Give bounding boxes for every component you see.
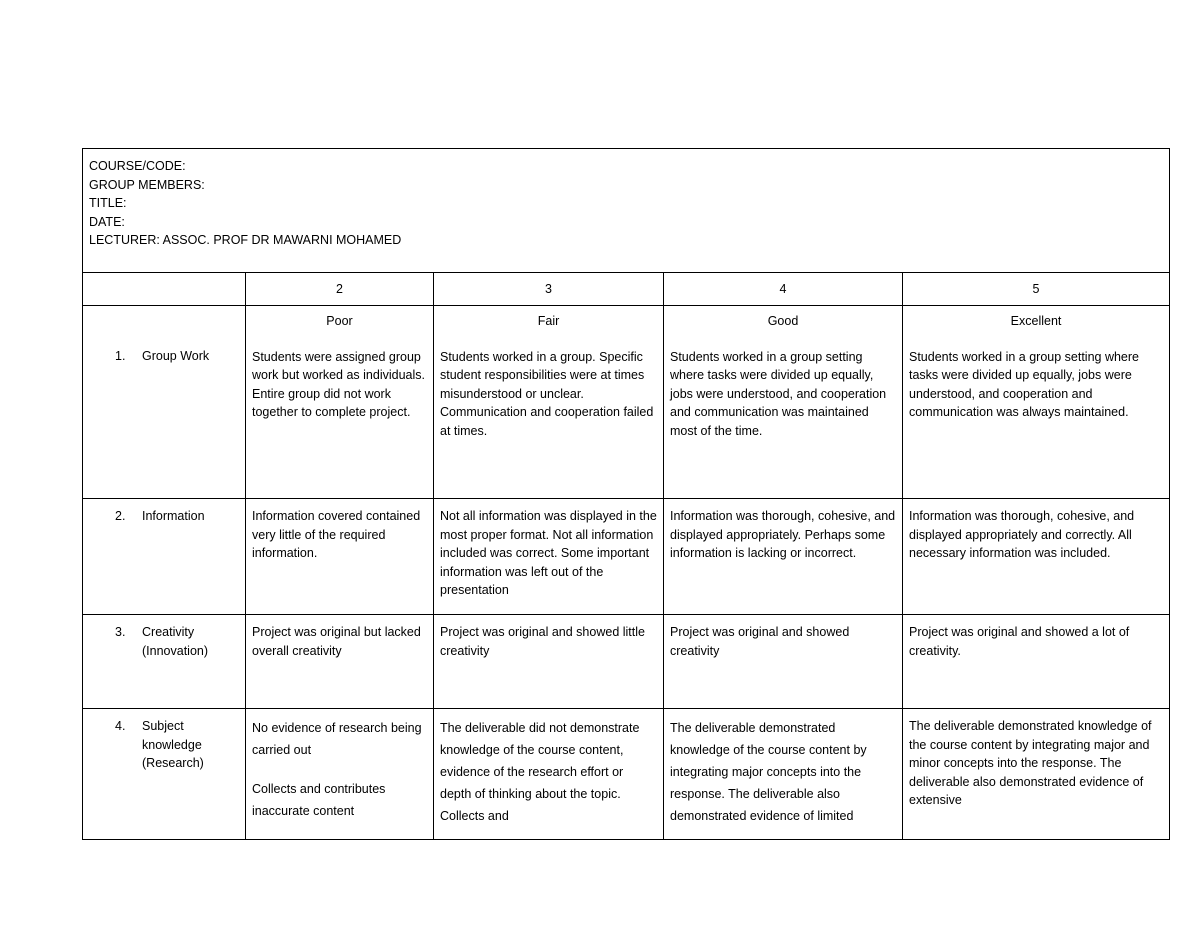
group-members-label: GROUP MEMBERS: <box>89 177 205 192</box>
criterion-name: Creativity (Innovation) <box>142 625 209 658</box>
descriptor-cell: The deliverable demonstrated knowledge of the course content by integrating major and minor concepts into the response. The deliverable also demonstrated evidence of extensive <box>903 709 1170 840</box>
level-label-excellent: Excellent <box>1010 314 1062 328</box>
criterion-label <box>89 347 239 366</box>
course-code-label: COURSE/CODE: <box>89 159 186 173</box>
descriptor-cell: Project was original and showed creativity <box>664 615 903 709</box>
header-cell <box>83 149 1170 273</box>
descriptor-text: Students worked in a group setting where tasks were divided up equally, jobs were understood, and cooperation and communication was always maintained. <box>909 349 1139 419</box>
descriptor-cell: Project was original and showed little creativity <box>434 615 664 709</box>
descriptor-cell: The deliverable did not demonstrate knowledge of the course content, evidence of the research effort or depth of thinking about the topic. Collects and <box>434 709 664 840</box>
descriptor-cell: Project was original and showed a lot of creativity. <box>903 615 1170 709</box>
score-row <box>83 273 1170 306</box>
lecturer-label: LECTURER: ASSOC. PROF DR MAWARNI MOHAMED <box>89 233 402 247</box>
criterion-row-creativity <box>83 615 1170 709</box>
descriptor-cell <box>246 709 434 840</box>
score-2: 2 <box>246 273 434 306</box>
criterion-label <box>89 507 239 526</box>
criterion-cell <box>83 615 246 709</box>
criterion-cell <box>83 306 246 499</box>
criterion-row-information <box>83 499 1170 615</box>
level-label-poor: Poor <box>326 314 353 328</box>
criterion-number: 1. <box>115 349 126 363</box>
criterion-name: Group Work <box>142 349 210 363</box>
criterion-label <box>89 623 239 660</box>
criterion-name: Information <box>142 509 205 523</box>
descriptor-cell-fair <box>434 306 664 499</box>
rubric-table <box>82 148 1170 840</box>
criterion-number: 2. <box>115 509 126 523</box>
descriptor-cell-good <box>664 306 903 499</box>
descriptor-text: Students were assigned group work but worked as individuals. Entire group did not work together to complete project. <box>252 349 425 419</box>
header-row <box>83 149 1170 273</box>
descriptor-text-extra: Collects and contributes inaccurate content <box>252 782 386 818</box>
level-label-fair: Fair <box>537 314 560 328</box>
descriptor-cell-excellent <box>903 306 1170 499</box>
descriptor-cell: Information covered contained very little of the required information. <box>246 499 434 615</box>
descriptor-cell: The deliverable demonstrated knowledge of the course content by integrating major concepts into the response. The deliverable also demonstrated evidence of limited <box>664 709 903 840</box>
criterion-cell <box>83 709 246 840</box>
title-label: TITLE: <box>89 196 127 210</box>
criterion-name: Subject knowledge (Research) <box>142 719 204 770</box>
descriptor-text: Students worked in a group setting where tasks were divided up equally, jobs were understood, and cooperation and communication was maintained most of the time. <box>670 349 887 438</box>
descriptor-text: No evidence of research being carried out <box>252 721 422 757</box>
descriptor-cell: Information was thorough, cohesive, and displayed appropriately and correctly. All necessary information was included. <box>903 499 1170 615</box>
spacer <box>252 761 427 778</box>
descriptor-cell: Project was original but lacked overall creativity <box>246 615 434 709</box>
score-5: 5 <box>903 273 1170 306</box>
level-label-good: Good <box>767 314 799 328</box>
score-corner-cell <box>83 273 246 306</box>
descriptor-cell: Not all information was displayed in the most proper format. Not all information included was correct. Some important information was left out of the presentation <box>434 499 664 615</box>
criterion-row-group-work <box>83 306 1170 499</box>
score-4: 4 <box>664 273 903 306</box>
criterion-cell <box>83 499 246 615</box>
date-label: DATE: <box>89 214 125 229</box>
descriptor-cell-poor <box>246 306 434 499</box>
score-3: 3 <box>434 273 664 306</box>
criterion-row-subject-knowledge <box>83 709 1170 840</box>
criterion-number: 4. <box>115 719 126 733</box>
descriptor-cell: Information was thorough, cohesive, and displayed appropriately. Perhaps some information is lacking or incorrect. <box>664 499 903 615</box>
criterion-label <box>89 717 239 773</box>
criterion-number: 3. <box>115 625 126 639</box>
descriptor-text: Students worked in a group. Specific student responsibilities were at times misunderstood or unclear. Communication and cooperation failed at times. <box>440 349 654 438</box>
